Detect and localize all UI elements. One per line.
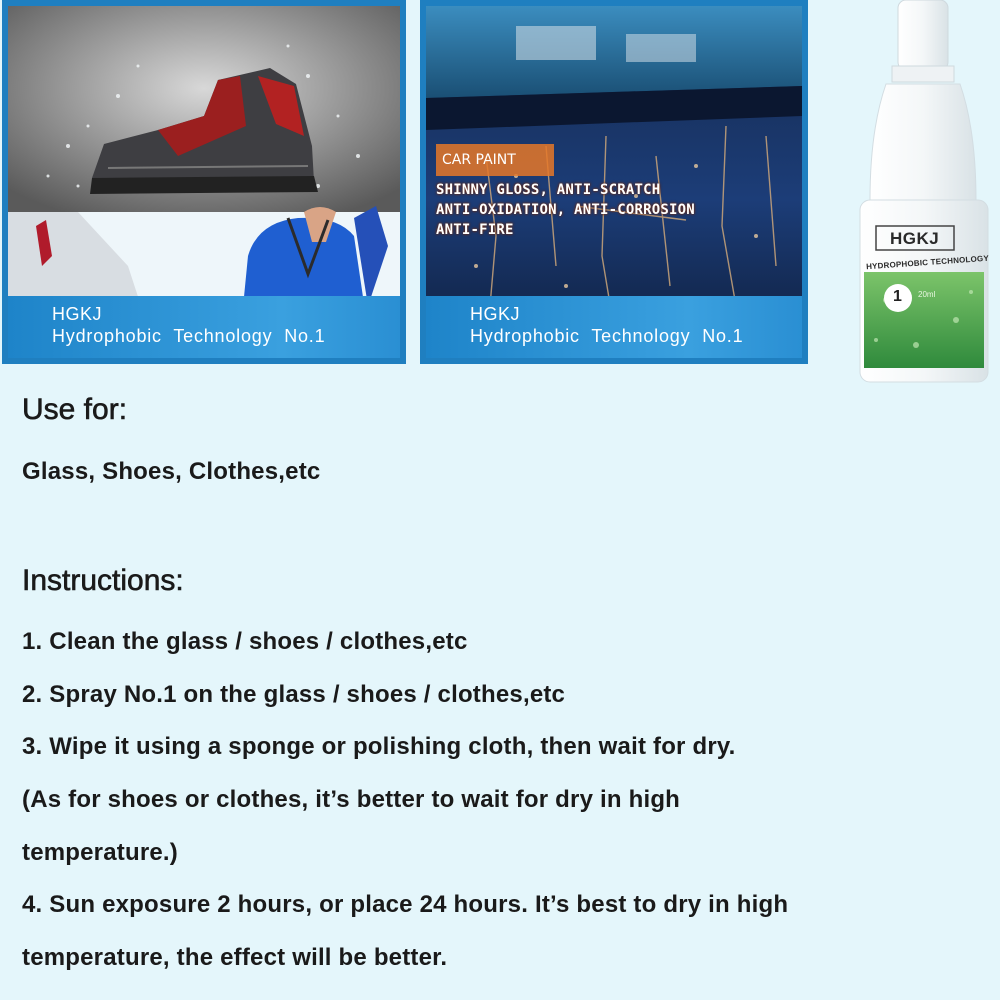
shoes-clothes-image [8,6,400,358]
use-for-text: Glass, Shoes, Clothes,etc [22,458,321,485]
spray-bottle-icon [846,0,996,392]
car-feature-line: ANTI-FIRE [436,222,514,238]
banner-tagline: Hydrophobic Technology No.1 [52,326,326,346]
bottle-label: HYDROPHOBIC TECHNOLOGY [865,253,990,272]
instruction-line: 3. Wipe it using a sponge or polishing cloth, then wait for dry. [22,733,736,760]
instruction-line: temperature, the effect will be better. [22,944,448,971]
car-feature-line: ANTI-OXIDATION, ANTI-CORROSION [436,202,695,218]
shoes-clothes-demo-panel [2,0,406,364]
car-paint-demo-panel [420,0,808,364]
spray-bottle [846,0,996,392]
hydrophobic-banner [426,296,802,358]
banner-tagline: Hydrophobic Technology No.1 [470,326,744,346]
instruction-line: 4. Sun exposure 2 hours, or place 24 hours. It’s best to dry in high [22,891,789,918]
banner-brand: HGKJ [52,304,103,324]
use-for-heading: Use for: [22,393,128,426]
car-feature-line: SHINNY GLOSS, ANTI-SCRATCH [436,182,661,198]
banner-brand: HGKJ [470,304,521,324]
instruction-line: (As for shoes or clothes, it’s better to wait for dry in high [22,786,681,813]
instructions-heading: Instructions: [22,564,184,597]
bottle-brand: HGKJ [890,229,940,248]
bottle-number: 1 [893,288,902,305]
car-paint-tag: CAR PAINT [442,152,516,168]
car-paint-image [426,6,802,358]
instruction-line: 2. Spray No.1 on the glass / shoes / clothes,etc [22,681,566,708]
instruction-line: 1. Clean the glass / shoes / clothes,etc [22,628,468,655]
instruction-line: temperature.) [22,839,178,866]
hydrophobic-banner [8,296,400,358]
bottle-volume: 20ml [918,290,936,299]
